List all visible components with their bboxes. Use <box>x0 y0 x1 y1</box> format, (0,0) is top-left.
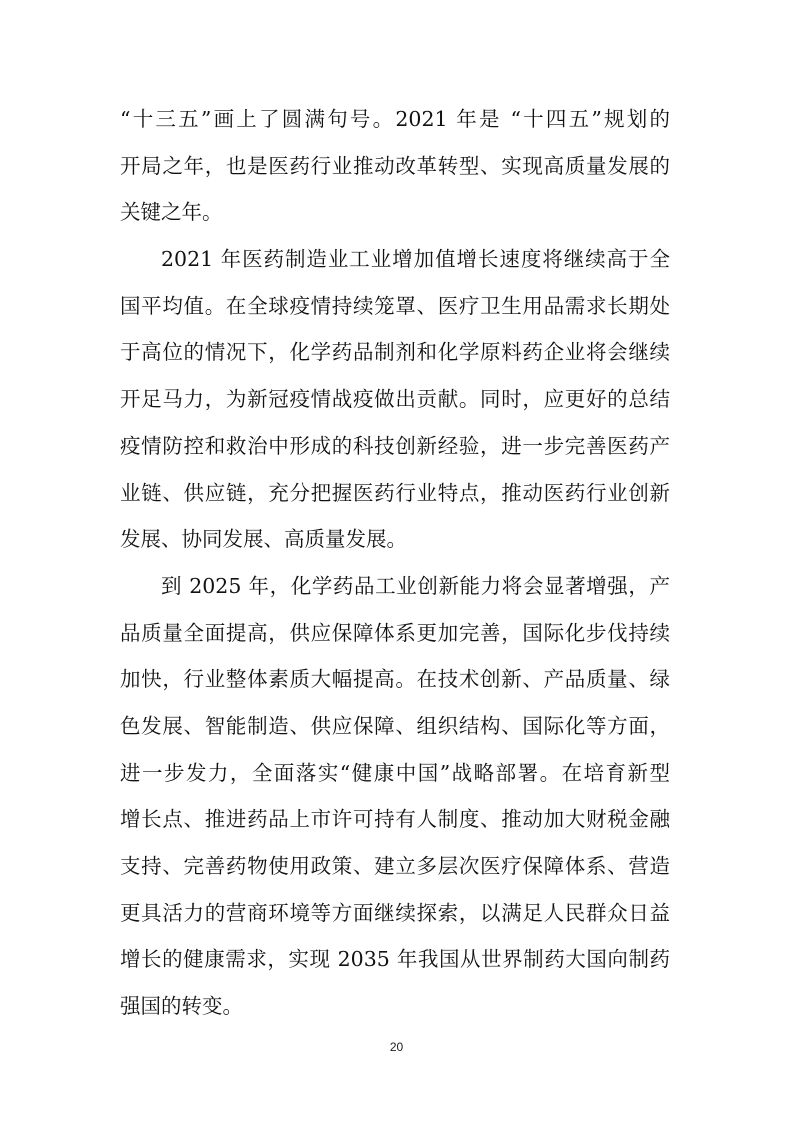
text-line: 国平均值。在全球疫情持续笼罩、医疗卫生用品需求长期处 <box>120 293 670 318</box>
text-line: 2021 年医药制造业工业增加值增长速度将继续高于全 <box>161 247 670 272</box>
text-line: 支持、完善药物使用政策、建立多层次医疗保障体系、营造 <box>120 854 670 878</box>
text-line: 增长的健康需求，实现 2035 年我国从世界制药大国向制药 <box>120 947 670 972</box>
text-line: 进一步发力，全面落实“健康中国”战略部署。在培育新型 <box>120 760 670 785</box>
text-line: 色发展、智能制造、供应保障、组织结构、国际化等方面， <box>120 713 670 738</box>
paragraph-3 <box>120 563 670 1030</box>
text-line: 开局之年，也是医药行业推动改革转型、实现高质量发展的 <box>120 153 670 178</box>
body-text <box>120 96 670 1030</box>
text-line: 到 2025 年，化学药品工业创新能力将会显著增强，产 <box>161 573 670 598</box>
text-line: 疫情防控和救治中形成的科技创新经验，进一步完善医药产 <box>120 433 670 458</box>
page-number: 20 <box>389 1040 404 1054</box>
text-line: 增长点、推进药品上市许可持有人制度、推动加大财税金融 <box>120 807 670 832</box>
text-line: 关键之年。 <box>120 200 223 225</box>
text-line: 开足马力，为新冠疫情战疫做出贡献。同时，应更好的总结 <box>120 387 670 412</box>
paragraph-2 <box>120 236 670 563</box>
text-line: 业链、供应链，充分把握医药行业特点，推动医药行业创新 <box>120 480 670 505</box>
text-line: 更具活力的营商环境等方面继续探索，以满足人民群众日益 <box>120 900 670 925</box>
text-line: “十三五”画上了圆满句号。2021 年是 “十四五”规划的 <box>120 107 670 131</box>
text-line: 于高位的情况下，化学药品制剂和化学原料药企业将会继续 <box>120 340 670 365</box>
text-line: 发展、协同发展、高质量发展。 <box>120 527 407 552</box>
text-line: 品质量全面提高，供应保障体系更加完善，国际化步伐持续 <box>120 620 670 645</box>
text-line: 加快，行业整体素质大幅提高。在技术创新、产品质量、绿 <box>120 667 670 692</box>
paragraph-1 <box>120 96 670 236</box>
text-line: 强国的转变。 <box>120 994 243 1019</box>
